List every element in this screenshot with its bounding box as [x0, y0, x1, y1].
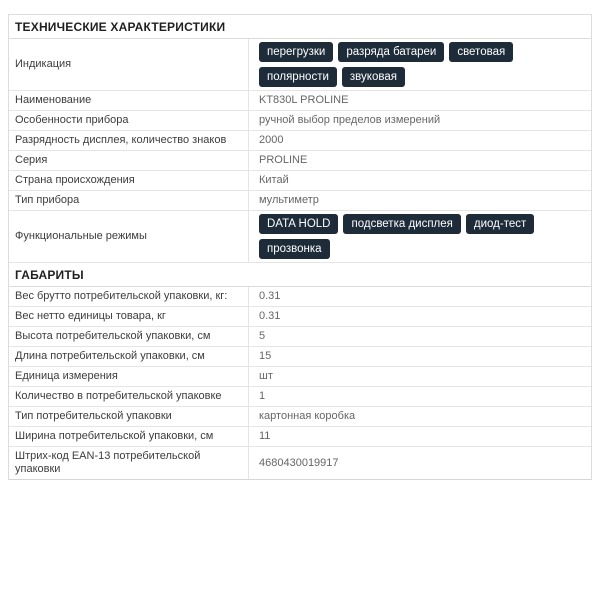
- row-label: Страна происхождения: [9, 171, 249, 190]
- row-label: Высота потребительской упаковки, см: [9, 327, 249, 346]
- tag-badge[interactable]: полярности: [259, 67, 337, 87]
- row-label: Тип потребительской упаковки: [9, 407, 249, 426]
- row-label: Штрих-код EAN-13 потребительской упаковки: [9, 447, 249, 479]
- row-label: Ширина потребительской упаковки, см: [9, 427, 249, 446]
- spec-table: [8, 14, 592, 480]
- table-row: [9, 211, 591, 263]
- table-row: [9, 151, 591, 171]
- row-value: шт: [259, 370, 273, 382]
- table-row: [9, 407, 591, 427]
- table-row: [9, 307, 591, 327]
- row-value: 2000: [259, 134, 284, 146]
- row-value: 5: [259, 330, 266, 342]
- row-label: Длина потребительской упаковки, см: [9, 347, 249, 366]
- table-row: [9, 131, 591, 151]
- table-row: [9, 447, 591, 479]
- section-header-dimensions: ГАБАРИТЫ: [9, 263, 591, 287]
- row-value: 1: [259, 390, 266, 402]
- row-value: 0.31: [259, 290, 281, 302]
- row-label: Функциональные режимы: [9, 211, 249, 262]
- row-label: Количество в потребительской упаковке: [9, 387, 249, 406]
- tag-badge[interactable]: подсветка дисплея: [343, 214, 460, 234]
- row-value: [249, 211, 591, 262]
- row-value: 0.31: [259, 310, 281, 322]
- row-label: Вес брутто потребительской упаковки, кг:: [9, 287, 249, 306]
- table-row: [9, 39, 591, 91]
- table-row: [9, 367, 591, 387]
- tag-badge[interactable]: прозвонка: [259, 239, 330, 259]
- tag-badge[interactable]: разряда батареи: [338, 42, 444, 62]
- row-label: Тип прибора: [9, 191, 249, 210]
- tag-badge[interactable]: диод-тест: [466, 214, 534, 234]
- row-value: [249, 39, 591, 90]
- row-label: Индикация: [9, 39, 249, 90]
- row-value: PROLINE: [259, 154, 308, 166]
- tag-badge[interactable]: DATA HOLD: [259, 214, 338, 234]
- table-row: [9, 347, 591, 367]
- table-row: [9, 287, 591, 307]
- table-row: [9, 387, 591, 407]
- tag-badge[interactable]: световая: [449, 42, 513, 62]
- row-label: Наименование: [9, 91, 249, 110]
- tag-badge[interactable]: перегрузки: [259, 42, 333, 62]
- row-value: KT830L PROLINE: [259, 94, 349, 106]
- row-value: мультиметр: [259, 194, 319, 206]
- badge-group: [259, 42, 585, 87]
- badge-group: [259, 214, 585, 259]
- row-value: 15: [259, 350, 272, 362]
- row-value: ручной выбор пределов измерений: [259, 114, 441, 126]
- row-value: 4680430019917: [259, 456, 339, 469]
- row-value: картонная коробка: [259, 410, 356, 422]
- table-row: [9, 327, 591, 347]
- row-label: Вес нетто единицы товара, кг: [9, 307, 249, 326]
- table-row: [9, 427, 591, 447]
- table-row: [9, 111, 591, 131]
- table-row: [9, 171, 591, 191]
- table-row: [9, 91, 591, 111]
- row-label: Серия: [9, 151, 249, 170]
- row-label: Особенности прибора: [9, 111, 249, 130]
- row-label: Разрядность дисплея, количество знаков: [9, 131, 249, 150]
- row-label: Единица измерения: [9, 367, 249, 386]
- row-value: 11: [259, 430, 271, 442]
- section-header-tech: ТЕХНИЧЕСКИЕ ХАРАКТЕРИСТИКИ: [9, 15, 591, 39]
- table-row: [9, 191, 591, 211]
- row-value: Китай: [259, 174, 289, 186]
- tag-badge[interactable]: звуковая: [342, 67, 405, 87]
